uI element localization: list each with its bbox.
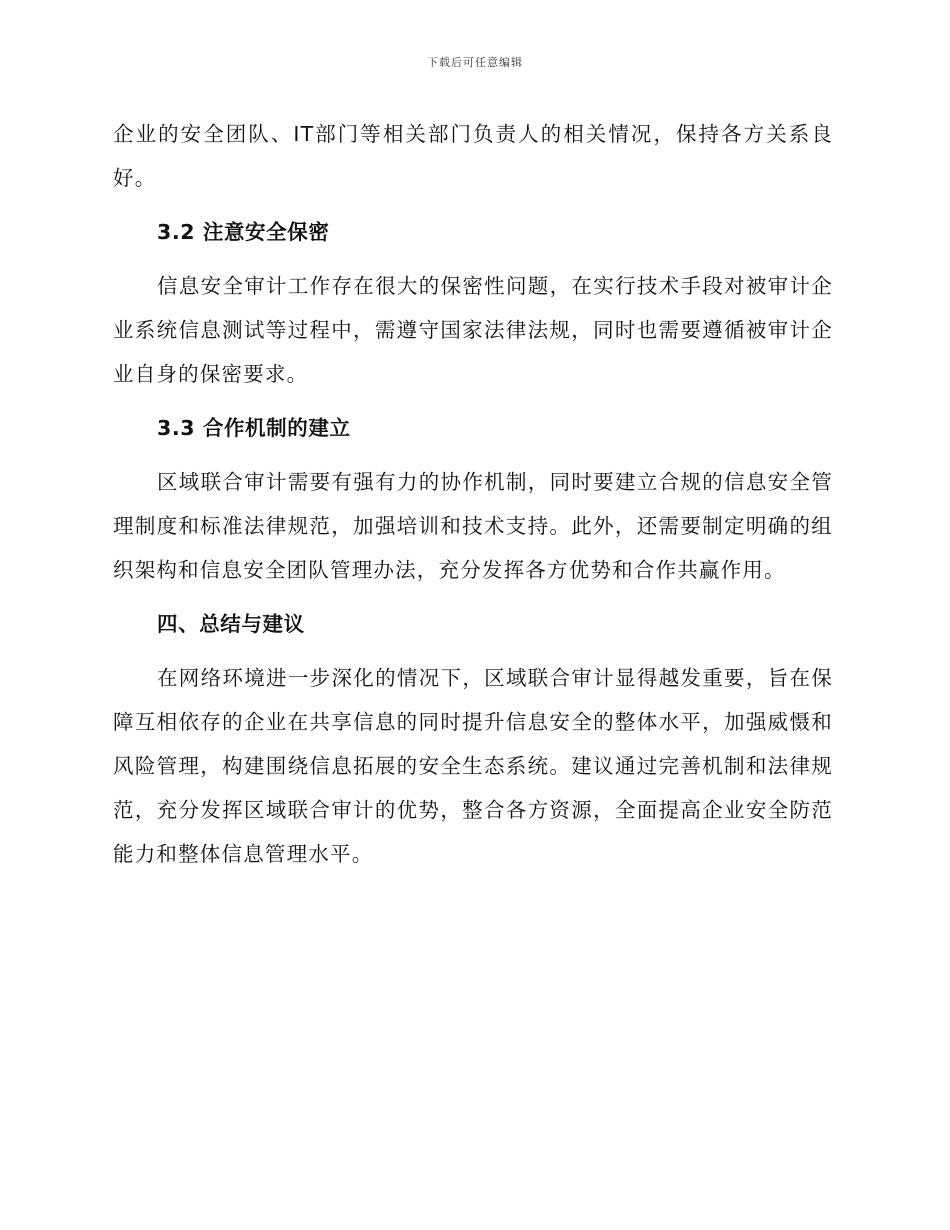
paragraph-cooperation: 区域联合审计需要有强有力的协作机制，同时要建立合规的信息安全管理制度和标准法律规范，加强培训和技术支持。此外，还需要制定明确的组织架构和信息安全团队管理办法，充分发挥各方优势和合作共赢作用。: [113, 470, 833, 582]
document-body: [113, 112, 833, 876]
paragraph-continued: 企业的安全团队、IT部门等相关部门负责人的相关情况，保持各方关系良好。: [113, 122, 833, 190]
paragraph-confidentiality: 信息安全审计工作存在很大的保密性问题，在实行技术手段对被审计企业系统信息测试等过程中，需遵守国家法律法规，同时也需要遵循被审计企业自身的保密要求。: [113, 274, 833, 386]
section-heading-3-3: 3.3 合作机制的建立: [157, 416, 351, 440]
section-heading-4: 四、总结与建议: [157, 612, 305, 636]
header-note: 下载后可任意编辑: [427, 56, 523, 69]
section-heading-3-2: 3.2 注意安全保密: [157, 220, 330, 244]
paragraph-summary: 在网络环境进一步深化的情况下，区域联合审计显得越发重要，旨在保障互相依存的企业在共享信息的同时提升信息安全的整体水平，加强威慑和风险管理，构建围绕信息拓展的安全生态系统。建议通过完善机制和法律规范，充分发挥区域联合审计的优势，整合各方资源，全面提高企业安全防范能力和整体信息管理水平。: [113, 666, 833, 866]
